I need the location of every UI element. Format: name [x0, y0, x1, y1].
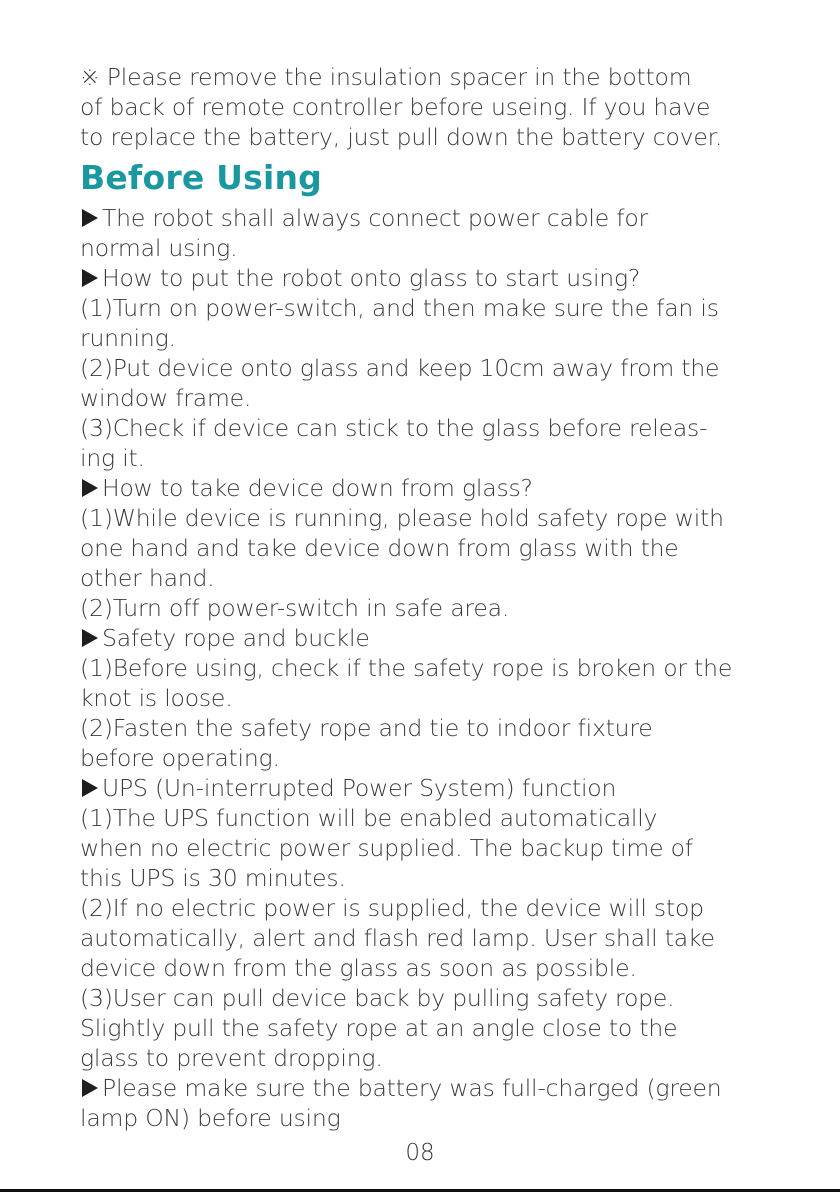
body-line: lamp ON) before using [80, 1104, 341, 1132]
triangle-bullet-icon [82, 779, 98, 797]
instruction-section [80, 1073, 770, 1133]
body-line: when no electric power supplied. The backup time of [80, 834, 693, 862]
bullet-line: How to take device down from glass? [80, 473, 770, 503]
body-line: glass to prevent dropping. [80, 1044, 383, 1072]
body-line: (1)Before using, check if the safety rope is broken or the [80, 654, 733, 682]
triangle-bullet-icon [82, 269, 98, 287]
body-line: (2)Put device onto glass and keep 10cm away from the [80, 354, 720, 382]
body-line: normal using. [80, 234, 238, 262]
manual-page [80, 62, 770, 1133]
instruction-sections [80, 203, 770, 1133]
bullet-line: UPS (Un-interrupted Power System) function [80, 773, 770, 803]
instruction-section [80, 473, 770, 623]
bullet-line: Safety rope and buckle [80, 623, 770, 653]
body-line: knot is loose. [80, 684, 233, 712]
note-line: of back of remote controller before useing. If you have [80, 93, 711, 121]
bullet-line: The robot shall always connect power cable for [80, 203, 770, 233]
body-line: one hand and take device down from glass with the [80, 534, 679, 562]
body-line: automatically, alert and flash red lamp. User shall take [80, 924, 715, 952]
body-line: other hand. [80, 564, 215, 592]
body-line: (2)Fasten the safety rope and tie to indoor fixture [80, 714, 653, 742]
body-line: (1)Turn on power-switch, and then make sure the fan is [80, 294, 719, 322]
body-line: (3)Check if device can stick to the glass before releas- [80, 414, 708, 442]
instruction-section [80, 263, 770, 473]
instruction-section [80, 623, 770, 773]
bullet-line: How to put the robot onto glass to start using? [80, 263, 770, 293]
triangle-bullet-icon [82, 479, 98, 497]
body-line: running. [80, 324, 176, 352]
body-line: ing it. [80, 444, 145, 472]
body-line: before operating. [80, 744, 280, 772]
note-line: to replace the battery, just pull down the battery cover. [80, 123, 723, 151]
body-line: Slightly pull the safety rope at an angle close to the [80, 1014, 678, 1042]
body-line: (1)While device is running, please hold safety rope with [80, 504, 724, 532]
instruction-section [80, 773, 770, 1073]
triangle-bullet-icon [82, 209, 98, 227]
page-number: 08 [405, 1140, 435, 1166]
insulation-note [80, 62, 770, 152]
body-line: (2)If no electric power is supplied, the device will stop [80, 894, 704, 922]
instruction-section [80, 203, 770, 263]
bullet-line: Please make sure the battery was full-charged (green [80, 1073, 770, 1103]
body-line: (1)The UPS function will be enabled automatically [80, 804, 658, 832]
note-line: ※ Please remove the insulation spacer in the bottom [80, 63, 692, 91]
triangle-bullet-icon [82, 1079, 98, 1097]
body-line: device down from the glass as soon as possible. [80, 954, 637, 982]
body-line: this UPS is 30 minutes. [80, 864, 346, 892]
body-line: window frame. [80, 384, 252, 412]
body-line: (2)Turn off power-switch in safe area. [80, 594, 510, 622]
reference-mark-icon: ※ [80, 63, 100, 91]
body-line: (3)User can pull device back by pulling safety rope. [80, 984, 675, 1012]
triangle-bullet-icon [82, 629, 98, 647]
section-heading: Before Using [80, 158, 322, 197]
